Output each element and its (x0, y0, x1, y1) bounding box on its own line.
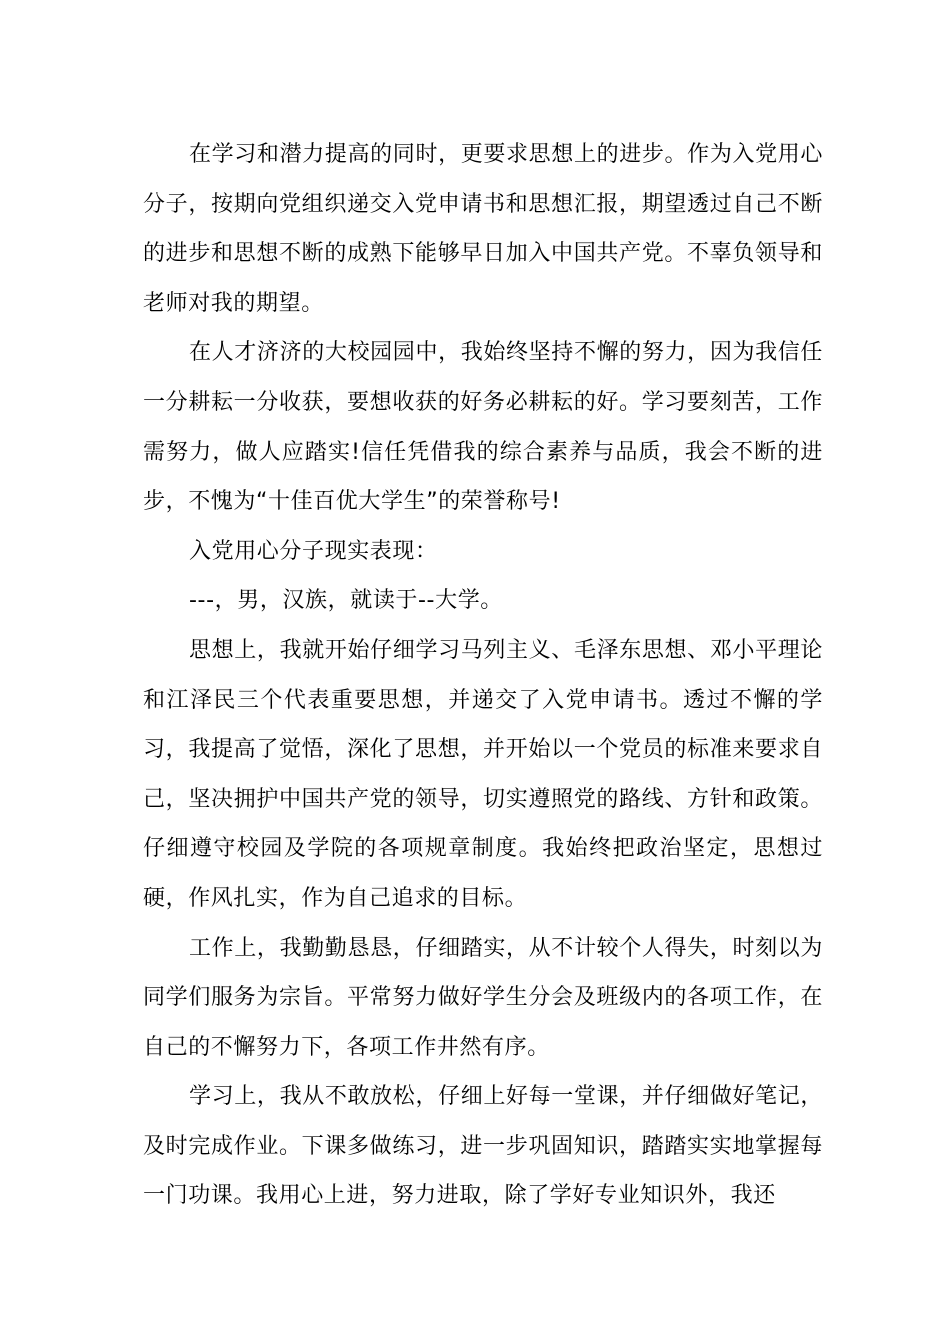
paragraph-personal-info: ---，男，汉族，就读于--大学。 (189, 588, 503, 614)
document-body (143, 130, 823, 1221)
paragraph-heading-performance: 入党用心分子现实表现： (189, 538, 438, 564)
paragraph-persistence: 在人才济济的大校园园中，我始终坚持不懈的努力，因为我信任一分耕耘一分收获，要想收获的好务必耕耘的好。学习要刻苦，工作需努力，做人应踏实!信任凭借我的综合素养与品质，我会不断的进步，不愧为“十佳百优大学生”的荣誉称号! (143, 340, 823, 515)
paragraph-work: 工作上，我勤勤恳恳，仔细踏实，从不计较个人得失，时刻以为同学们服务为宗旨。平常努力做好学生分会及班级内的各项工作，在自己的不懈努力下，各项工作井然有序。 (143, 935, 823, 1060)
paragraph-ideology: 思想上，我就开始仔细学习马列主义、毛泽东思想、邓小平理论和江泽民三个代表重要思想，并递交了入党申请书。透过不懈的学习，我提高了觉悟，深化了思想，并开始以一个党员的标准来要求自己，坚决拥护中国共产党的领导，切实遵照党的路线、方针和政策。仔细遵守校园及学院的各项规章制度。我始终把政治坚定，思想过硬，作风扎实，作为自己追求的目标。 (143, 637, 823, 911)
paragraph-thought-progress: 在学习和潜力提高的同时，更要求思想上的进步。作为入党用心分子，按期向党组织递交入党申请书和思想汇报，期望透过自己不断的进步和思想不断的成熟下能够早日加入中国共产党。不辜负领导和老师对我的期望。 (143, 142, 823, 316)
paragraph-study: 学习上，我从不敢放松，仔细上好每一堂课，并仔细做好笔记，及时完成作业。下课多做练习，进一步巩固知识，踏踏实实地掌握每一门功课。我用心上进，努力进取，除了学好专业知识外，我还 (143, 1084, 823, 1209)
